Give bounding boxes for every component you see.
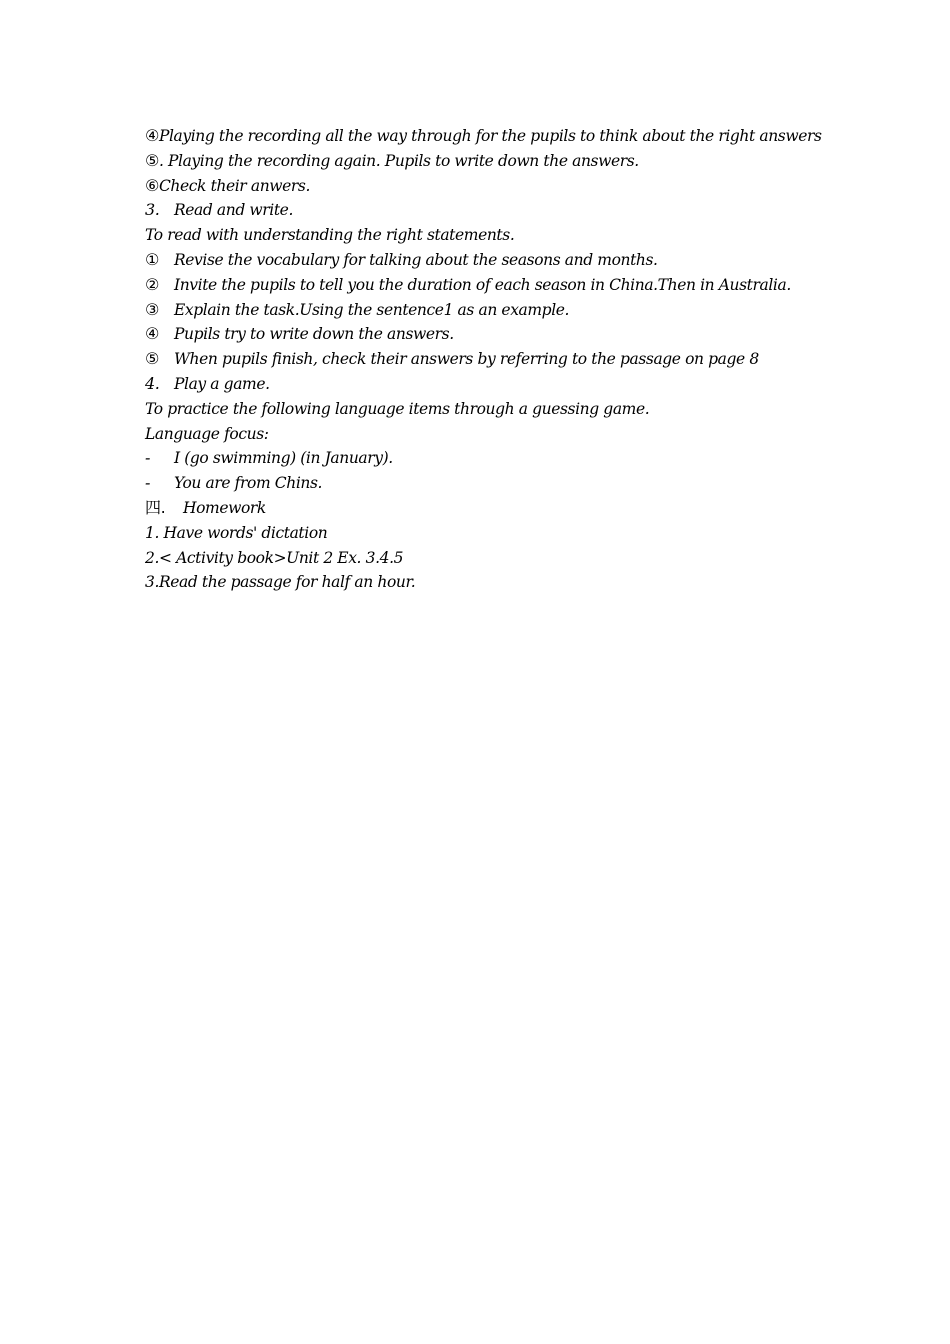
text-line [145,521,865,546]
line-text: Pupils try to write down the answers. [174,325,454,344]
list-marker: ⑤ [145,349,159,369]
line-text: . Playing the recording again. Pupils to write down the answers. [158,151,639,170]
list-marker: 四. [145,497,166,517]
line-text: Homework [183,498,266,517]
text-line [145,471,865,496]
list-marker: ③ [145,299,159,319]
list-marker: - [145,448,151,468]
line-text: To practice the following language items through a guessing game. [145,399,650,418]
list-marker: ⑥ [145,175,159,195]
section-heading [145,372,865,397]
line-text: Explain the task.Using the sentence1 as an example. [174,300,570,319]
list-marker: - [145,473,151,493]
line-text: Playing the recording all the way through for the pupils to think about the right answers [158,127,822,145]
text-line [145,397,865,422]
line-text: Invite the pupils to tell you the duration of each season in China.Then in Australia. [174,275,791,294]
line-text: 1. Have words' dictation [145,523,328,542]
line-text: I (go swimming) (in January). [174,449,393,468]
list-marker: ② [145,274,159,294]
text-line [145,248,865,273]
section-heading [145,198,865,223]
line-text: Read and write. [174,201,293,220]
list-marker: ① [145,249,159,269]
line-text: Revise the vocabulary for talking about the seasons and months. [174,250,658,269]
line-text: Play a game. [174,374,270,393]
list-marker: ④ [145,126,159,145]
line-text: 2.< Activity book>Unit 2 Ex. 3.4.5 [145,548,404,567]
text-line [145,298,865,323]
list-marker: ⑤ [145,150,159,170]
text-line [145,124,865,149]
text-line [145,322,865,347]
line-text: Check their anwers. [158,176,311,195]
text-line [145,446,865,471]
text-line [145,273,865,298]
text-line [145,570,865,595]
list-marker: ④ [145,324,159,344]
text-line [145,422,865,447]
text-line [145,223,865,248]
document-body [145,124,865,595]
section-heading [145,496,865,521]
line-text: To read with understanding the right statements. [145,226,515,245]
line-text: You are from Chins. [174,474,323,493]
text-line [145,174,865,199]
list-marker: 4. [145,373,160,393]
text-line [145,347,865,372]
list-marker: 3. [145,200,160,220]
line-text: When pupils finish, check their answers by referring to the passage on page 8 [174,350,759,369]
text-line [145,546,865,571]
line-text: Language focus: [145,424,269,443]
text-line [145,149,865,174]
line-text: 3.Read the passage for half an hour. [145,573,416,592]
